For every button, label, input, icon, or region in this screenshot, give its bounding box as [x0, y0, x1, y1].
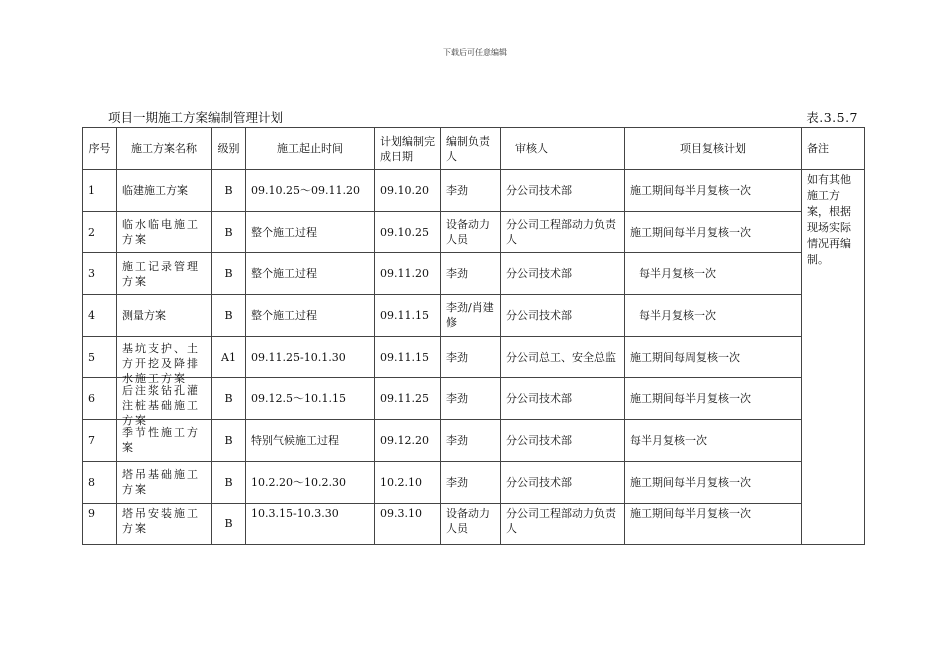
col-name: 施工方案名称 [117, 128, 212, 170]
col-author: 编制负责人 [441, 128, 501, 170]
cell-period: 09.12.5～10.1.15 [246, 378, 375, 420]
cell-review-plan: 施工期间每半月复核一次 [625, 170, 802, 212]
cell-plan-done: 09.12.20 [375, 420, 441, 462]
cell-plan-done: 09.3.10 [375, 503, 441, 545]
cell-period: 10.2.20～10.2.30 [246, 461, 375, 503]
cell-reviewer: 分公司技术部 [501, 420, 625, 462]
cell-level: B [212, 253, 246, 295]
col-review-plan: 项目复核计划 [625, 128, 802, 170]
cell-reviewer: 分公司工程部动力负责人 [501, 503, 625, 545]
col-seq: 序号 [83, 128, 117, 170]
cell-plan-done: 09.11.25 [375, 378, 441, 420]
cell-period: 整个施工过程 [246, 253, 375, 295]
header-note: 下载后可任意编辑 [443, 48, 507, 57]
table-row [83, 211, 865, 253]
cell-seq: 1 [83, 170, 117, 212]
table-row [83, 170, 865, 212]
col-plan-done: 计划编制完成日期 [375, 128, 441, 170]
cell-seq: 4 [83, 295, 117, 337]
cell-period: 09.11.25-10.1.30 [246, 336, 375, 378]
cell-name-text: 基坑支护、土方开挖及降排水施工方案 [122, 342, 200, 386]
table-row [83, 503, 865, 545]
cell-name: 测量方案 [117, 295, 212, 337]
cell-level: B [212, 378, 246, 420]
cell-author: 李劲 [441, 170, 501, 212]
table-number: 表.3.5.7 [806, 110, 858, 125]
cell-review-plan: 每半月复核一次 [625, 253, 802, 295]
cell-remark: 如有其他施工方案，根据现场实际情况再编制。 [802, 170, 865, 545]
cell-reviewer: 分公司工程部动力负责人 [501, 211, 625, 253]
cell-level: B [212, 503, 246, 545]
cell-name-text: 后注浆钻孔灌注桩基础施工方案 [122, 383, 200, 427]
cell-review-plan: 施工期间每半月复核一次 [625, 211, 802, 253]
cell-reviewer: 分公司总工、安全总监 [501, 336, 625, 378]
plan-table [82, 127, 865, 545]
page-title: 项目一期施工方案编制管理计划 [108, 110, 284, 125]
cell-seq: 8 [83, 461, 117, 503]
cell-name [117, 461, 212, 503]
col-period: 施工起止时间 [246, 128, 375, 170]
cell-level: B [212, 170, 246, 212]
cell-author: 李劲 [441, 336, 501, 378]
cell-seq: 9 [83, 503, 117, 545]
cell-name [117, 420, 212, 462]
cell-review-plan: 施工期间每半月复核一次 [625, 378, 802, 420]
cell-seq: 3 [83, 253, 117, 295]
cell-author: 李劲 [441, 461, 501, 503]
col-level: 级别 [212, 128, 246, 170]
table-row [83, 461, 865, 503]
table-row [83, 253, 865, 295]
cell-name [117, 253, 212, 295]
cell-author: 设备动力人员 [441, 503, 501, 545]
cell-plan-done: 09.11.15 [375, 295, 441, 337]
cell-period: 整个施工过程 [246, 211, 375, 253]
cell-seq: 7 [83, 420, 117, 462]
cell-review-plan: 每半月复核一次 [625, 295, 802, 337]
header-row [83, 128, 865, 170]
cell-level: B [212, 295, 246, 337]
col-remark: 备注 [802, 128, 865, 170]
cell-name [117, 503, 212, 545]
cell-level: A1 [212, 336, 246, 378]
cell-period: 整个施工过程 [246, 295, 375, 337]
cell-review-plan: 施工期间每半月复核一次 [625, 461, 802, 503]
cell-author: 李劲 [441, 420, 501, 462]
cell-plan-done: 10.2.10 [375, 461, 441, 503]
cell-name-text: 塔吊基础施工方案 [122, 468, 200, 497]
cell-name-text: 季节性施工方案 [122, 426, 200, 455]
cell-reviewer: 分公司技术部 [501, 253, 625, 295]
cell-review-plan: 施工期间每半月复核一次 [625, 503, 802, 545]
cell-name [117, 336, 212, 386]
table-row [83, 378, 865, 420]
cell-name-text: 临水临电施工方案 [122, 218, 200, 247]
cell-name [117, 211, 212, 253]
cell-level: B [212, 420, 246, 462]
cell-author: 李劲 [441, 253, 501, 295]
cell-review-plan: 每半月复核一次 [625, 420, 802, 462]
cell-seq: 5 [83, 336, 117, 378]
cell-name [117, 378, 212, 427]
cell-name-text: 施工记录管理方案 [122, 259, 200, 288]
cell-level: B [212, 461, 246, 503]
cell-seq: 6 [83, 378, 117, 420]
table-row [83, 420, 865, 462]
table-row [83, 336, 865, 378]
cell-period: 特别气候施工过程 [246, 420, 375, 462]
cell-plan-done: 09.10.20 [375, 170, 441, 212]
cell-plan-done: 09.11.15 [375, 336, 441, 378]
cell-name-text: 塔吊安装施工方案 [122, 506, 200, 535]
col-reviewer: 审核人 [501, 128, 625, 170]
cell-plan-done: 09.10.25 [375, 211, 441, 253]
cell-author: 李劲 [441, 378, 501, 420]
cell-author: 李劲/肖建修 [441, 295, 501, 337]
cell-review-plan: 施工期间每周复核一次 [625, 336, 802, 378]
cell-author: 设备动力人员 [441, 211, 501, 253]
cell-reviewer: 分公司技术部 [501, 170, 625, 212]
cell-seq: 2 [83, 211, 117, 253]
cell-plan-done: 09.11.20 [375, 253, 441, 295]
cell-reviewer: 分公司技术部 [501, 295, 625, 337]
cell-level: B [212, 211, 246, 253]
cell-period: 09.10.25～09.11.20 [246, 170, 375, 212]
cell-name: 临建施工方案 [117, 170, 212, 212]
table-row [83, 295, 865, 337]
cell-reviewer: 分公司技术部 [501, 378, 625, 420]
cell-period: 10.3.15-10.3.30 [246, 503, 375, 545]
cell-reviewer: 分公司技术部 [501, 461, 625, 503]
